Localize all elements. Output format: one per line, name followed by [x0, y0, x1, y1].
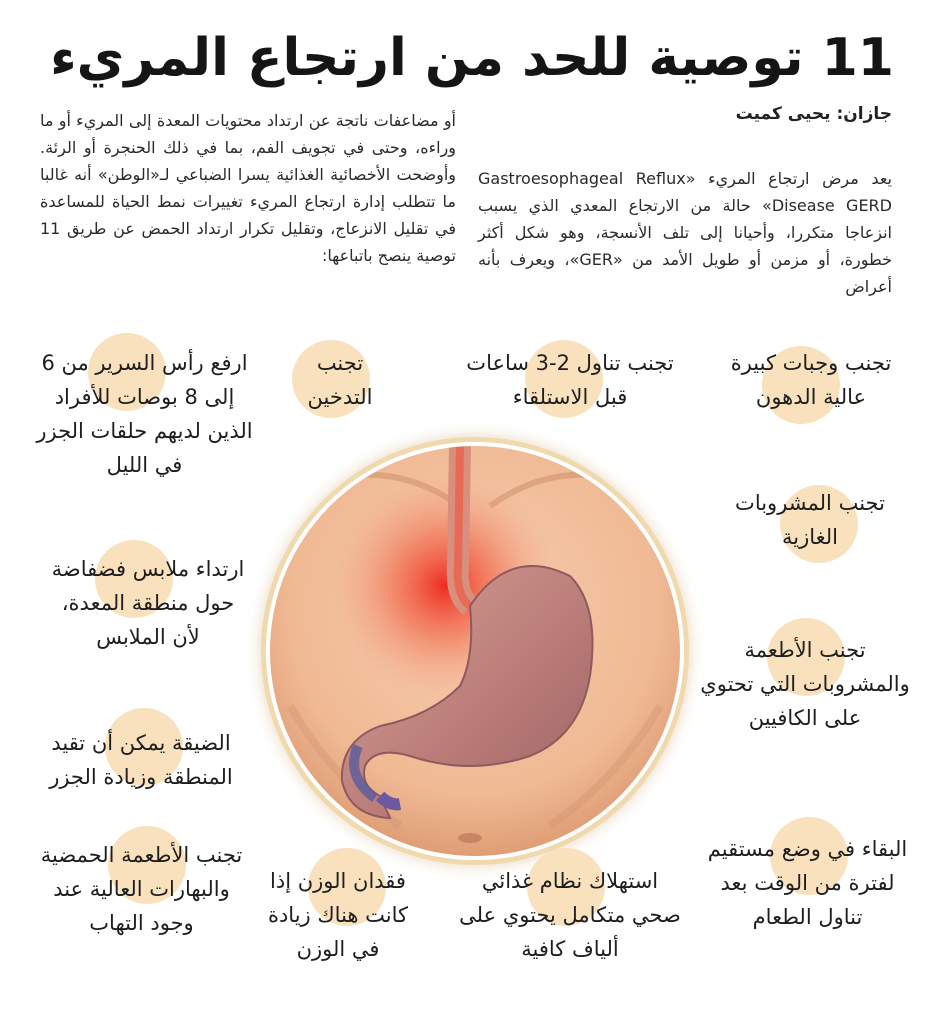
tip-avoid-acidic-spicy: تجنب الأطعمة الحمضية والبهارات العالية عند وجود التهاب [40, 843, 243, 935]
tip-healthy-fiber-diet: استهلاك نظام غذائي صحي متكامل يحتوي على ألياف كافية [459, 869, 681, 961]
tip-avoid-soft-drinks: تجنب المشروبات الغازية [735, 491, 885, 549]
stomach-icon [270, 446, 680, 856]
tip-raise-bed-head: ارفع رأس السرير من 6 إلى 8 بوصات للأفراد الذين لديهم حلقات الجزر في الليل [36, 351, 253, 477]
byline: جازان: يحيى كميت [735, 104, 892, 124]
intro-column-left: أو مضاعفات ناتجة عن ارتداد محتويات المعدة إلى المريء أو ما وراءه، وحتى في تجويف الفم، بما في ذلك الحنجرة أو الرئة. وأوضحت الأخصائية الغذائية يسرا الضباعي لـ«الوطن» أنه غالبا ما تتطلب إدارة ارتجاع المريء تغييرات نمط الحياة للمساعدة في تقليل الانزعاج، وتقليل تكرار ارتداد الحمض عن طريق 11 توصية ينصح باتباعها: [40, 111, 456, 265]
tip-stay-upright: البقاء في وضع مستقيم لفترة من الوقت بعد تناول الطعام [707, 837, 908, 929]
tip-loose-clothes: ارتداء ملابس فضفاضة حول منطقة المعدة، لأن الملابس [51, 557, 245, 649]
stomach-reflux-illustration [266, 442, 684, 860]
page-title: 11 توصية للحد من ارتجاع المريء [50, 28, 894, 88]
tip-tight-clothes-continuation: الضيقة يمكن أن تقيد المنطقة وزيادة الجزر [49, 731, 233, 789]
intro-column-right: يعد مرض ارتجاع المريء «Gastroesophageal Reflux Disease GERD» حالة من الارتجاع المعدي الذي يسبب انزعاجا متكررا، وأحيانا إلى تلف الأنسجة، وهو شكل أكثر خطورة، أو مزمن أو طويل الأمد من «GER»، ويعرف بأنه أعراض [478, 169, 893, 296]
tip-large-fatty-meals: تجنب وجبات كبيرة عالية الدهون [730, 351, 892, 409]
tip-weight-loss: فقدان الوزن إذا كانت هناك زيادة في الوزن [267, 869, 409, 961]
tip-avoid-caffeine: تجنب الأطعمة والمشروبات التي تحتوي على الكافيين [700, 638, 910, 730]
tip-avoid-eating-before-lying: تجنب تناول 2-3 ساعات قبل الاستلقاء [466, 351, 674, 409]
tip-avoid-smoking: تجنب التدخين [307, 351, 373, 409]
